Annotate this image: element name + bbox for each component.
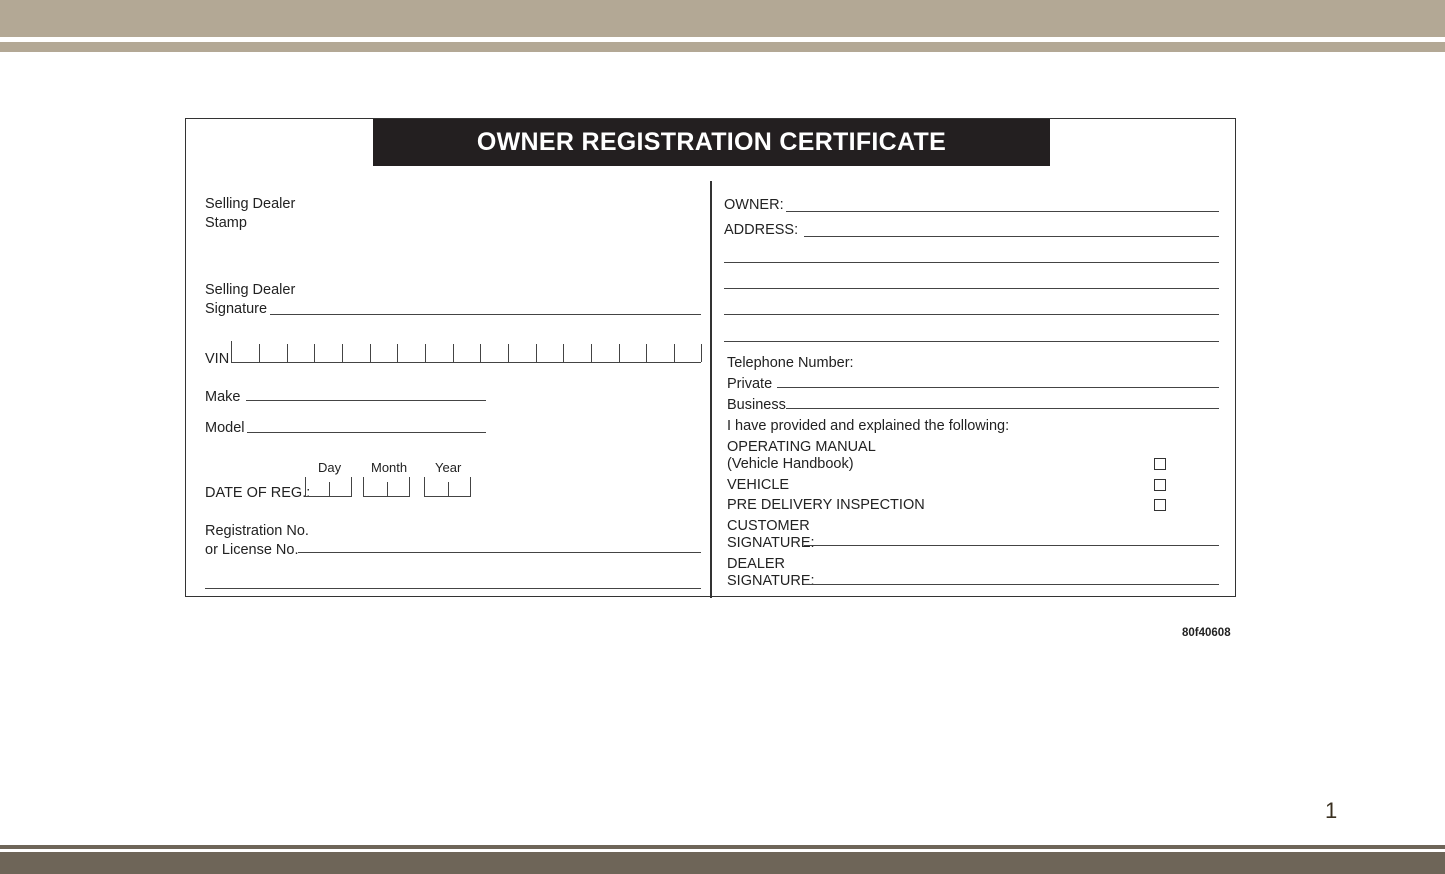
registration-field-extra[interactable] [205, 588, 701, 589]
manual-label: OPERATING MANUAL [727, 439, 876, 455]
address-field[interactable] [804, 236, 1219, 237]
model-field[interactable] [247, 432, 486, 433]
address-field-line-5[interactable] [724, 341, 1219, 342]
owner-label: OWNER: [724, 197, 784, 213]
dealer-signature-field[interactable] [804, 584, 1219, 585]
customer-signature-field[interactable] [804, 545, 1219, 546]
year-label: Year [435, 460, 462, 475]
figure-code: 80f40608 [1182, 627, 1231, 639]
business-label: Business [727, 397, 786, 413]
address-field-line-2[interactable] [724, 262, 1219, 263]
footer-bar [0, 852, 1445, 874]
address-field-line-4[interactable] [724, 314, 1219, 315]
vehicle-label: VEHICLE [727, 477, 790, 493]
month-field[interactable] [363, 477, 410, 497]
dealer-signature-label: Selling Dealer [205, 282, 296, 298]
make-label: Make [205, 389, 241, 405]
registration-label: Registration No. [205, 523, 309, 539]
vin-label: VIN [205, 351, 230, 367]
vin-field[interactable] [231, 341, 701, 363]
pdi-checkbox[interactable] [1154, 499, 1166, 511]
date-of-reg-label: DATE OF REG.: [205, 485, 311, 501]
telephone-label: Telephone Number: [727, 355, 854, 371]
registration-label-2: or License No. [205, 542, 299, 558]
registration-form [185, 118, 1236, 597]
dealer-stamp-label-2: Stamp [205, 215, 247, 231]
model-label: Model [205, 420, 245, 436]
pdi-label: PRE DELIVERY INSPECTION [727, 497, 925, 513]
dealer-signature-field[interactable] [270, 314, 701, 315]
provided-statement: I have provided and explained the following: [727, 418, 1010, 434]
customer-signature-label: CUSTOMER [727, 518, 810, 534]
registration-field[interactable] [298, 552, 701, 553]
make-field[interactable] [246, 400, 486, 401]
form-title: OWNER REGISTRATION CERTIFICATE [373, 119, 1050, 166]
owner-field[interactable] [786, 211, 1219, 212]
customer-signature-label-2: SIGNATURE: [727, 535, 815, 551]
dealer-stamp-label: Selling Dealer [205, 196, 296, 212]
private-phone-field[interactable] [777, 387, 1219, 388]
month-label: Month [371, 460, 408, 475]
address-field-line-3[interactable] [724, 288, 1219, 289]
dealer-signature-label-2: SIGNATURE: [727, 573, 815, 589]
header-bar [0, 0, 1445, 37]
header-stripe [0, 42, 1445, 52]
vehicle-checkbox[interactable] [1154, 479, 1166, 491]
address-label: ADDRESS: [724, 222, 799, 238]
day-field[interactable] [305, 477, 352, 497]
dealer-signature-label: DEALER [727, 556, 786, 572]
page-number: 1 [1325, 798, 1338, 823]
manual-label-2: (Vehicle Handbook) [727, 456, 854, 472]
column-divider [710, 181, 712, 598]
business-phone-field[interactable] [786, 408, 1219, 409]
footer-stripe [0, 845, 1445, 849]
year-field[interactable] [424, 477, 471, 497]
manual-checkbox[interactable] [1154, 458, 1166, 470]
day-label: Day [318, 460, 342, 475]
private-label: Private [727, 376, 773, 392]
dealer-signature-label-2: Signature [205, 301, 268, 317]
